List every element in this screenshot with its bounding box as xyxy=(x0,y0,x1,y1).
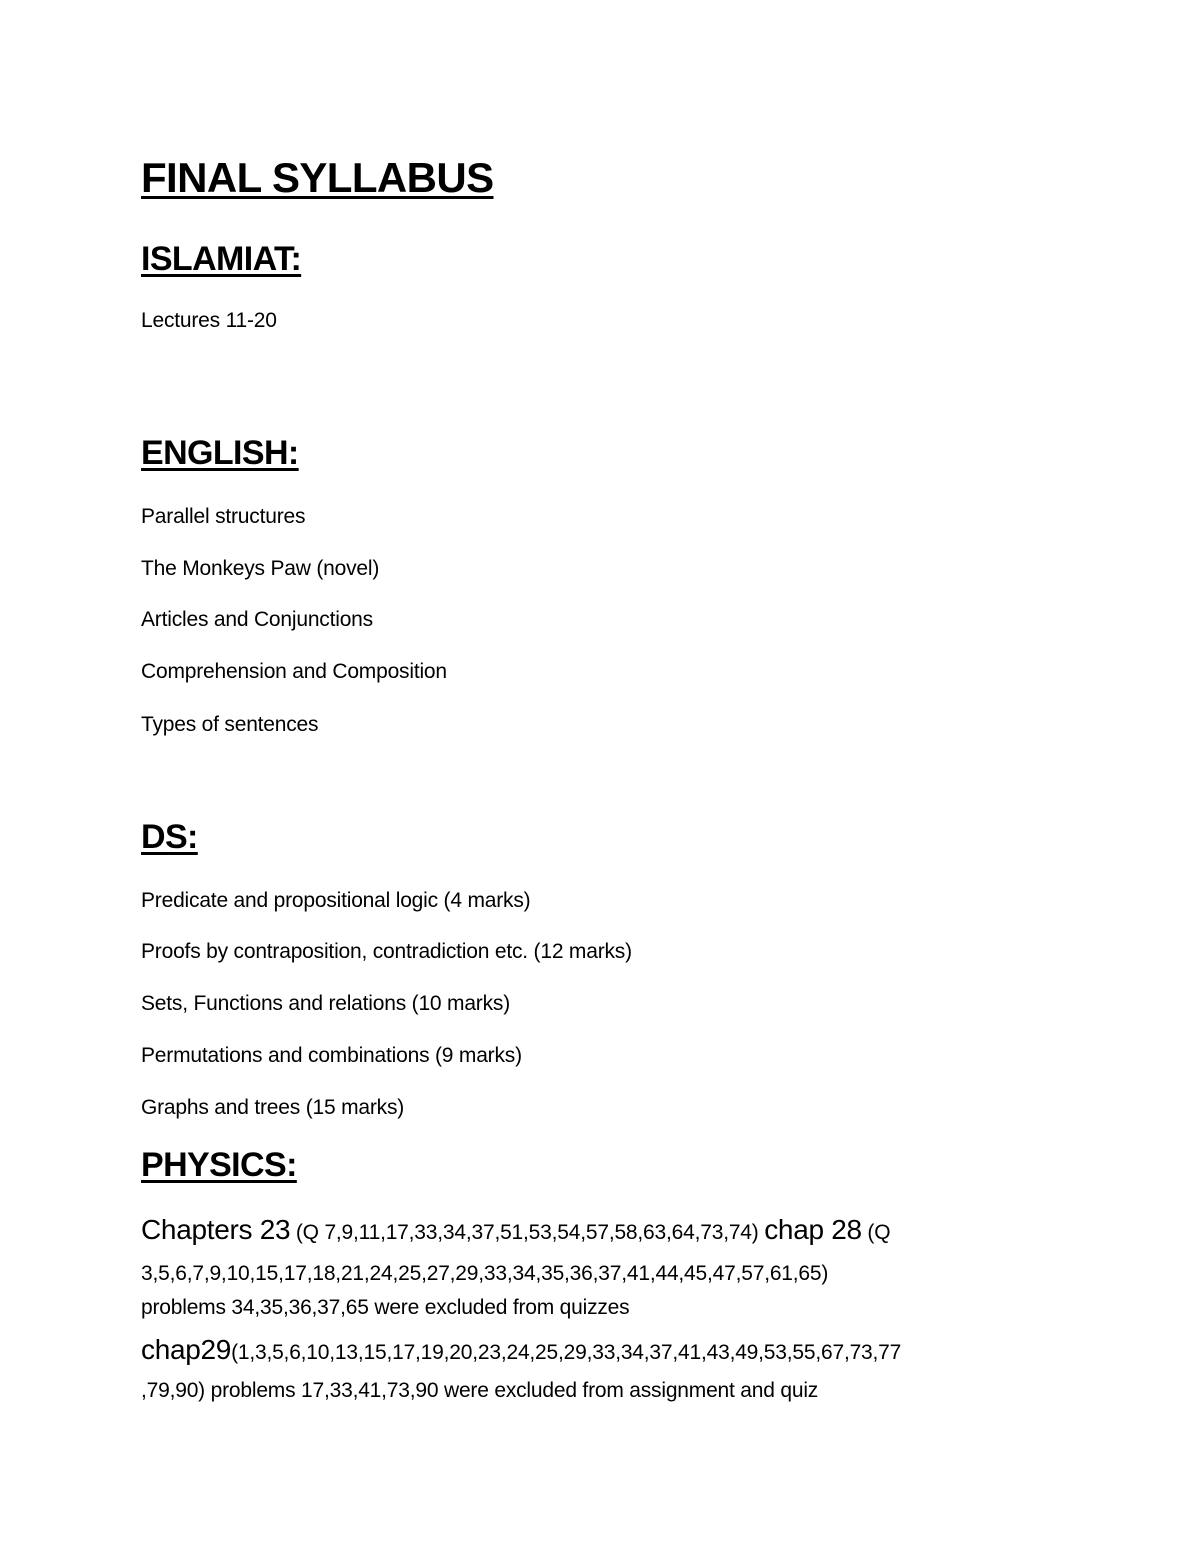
english-item: Comprehension and Composition xyxy=(141,660,447,683)
physics-line-1 xyxy=(141,1214,890,1246)
chap29-note: problems 17,33,41,73,90 were excluded from assignment and quiz xyxy=(204,1379,819,1402)
english-item: The Monkeys Paw (novel) xyxy=(141,557,380,580)
islamiat-heading: ISLAMIAT: xyxy=(141,240,302,278)
english-item: Parallel structures xyxy=(141,505,306,528)
islamiat-item: Lectures 11-20 xyxy=(141,309,277,332)
ds-item: Proofs by contraposition, contradiction etc. (12 marks) xyxy=(141,940,632,963)
ds-item: Permutations and combinations (9 marks) xyxy=(141,1044,522,1067)
chap28-label: chap 28 xyxy=(764,1214,862,1245)
ds-item: Sets, Functions and relations (10 marks) xyxy=(141,992,510,1015)
english-item: Articles and Conjunctions xyxy=(141,608,373,631)
chap28-note: problems 34,35,36,37,65 were excluded from quizzes xyxy=(141,1296,630,1319)
physics-heading: PHYSICS: xyxy=(141,1146,297,1184)
chap23-questions: (Q 7,9,11,17,33,34,37,51,53,54,57,58,63,64,73,74) xyxy=(290,1221,765,1244)
physics-line-4 xyxy=(141,1334,901,1366)
physics-line-5 xyxy=(141,1379,818,1403)
page-title: FINAL SYLLABUS xyxy=(141,154,494,201)
chap29-questions: (1,3,5,6,10,13,15,17,19,20,23,24,25,29,33,34,37,41,43,49,53,55,67,73,77 xyxy=(231,1341,902,1364)
ds-heading: DS: xyxy=(141,818,198,856)
ds-item: Predicate and propositional logic (4 marks) xyxy=(141,889,531,912)
chap29-label: chap29 xyxy=(141,1334,232,1365)
chap29-questions-cont: ,79,90) xyxy=(141,1379,205,1402)
chap23-label: Chapters 23 xyxy=(141,1214,291,1245)
english-item: Types of sentences xyxy=(141,713,319,736)
english-heading: ENGLISH: xyxy=(141,434,299,472)
chap28-questions-start: (Q xyxy=(861,1221,891,1244)
ds-item: Graphs and trees (15 marks) xyxy=(141,1096,405,1119)
physics-line-2: 3,5,6,7,9,10,15,17,18,21,24,25,27,29,33,34,35,36,37,41,44,45,47,57,61,65) xyxy=(141,1262,829,1285)
